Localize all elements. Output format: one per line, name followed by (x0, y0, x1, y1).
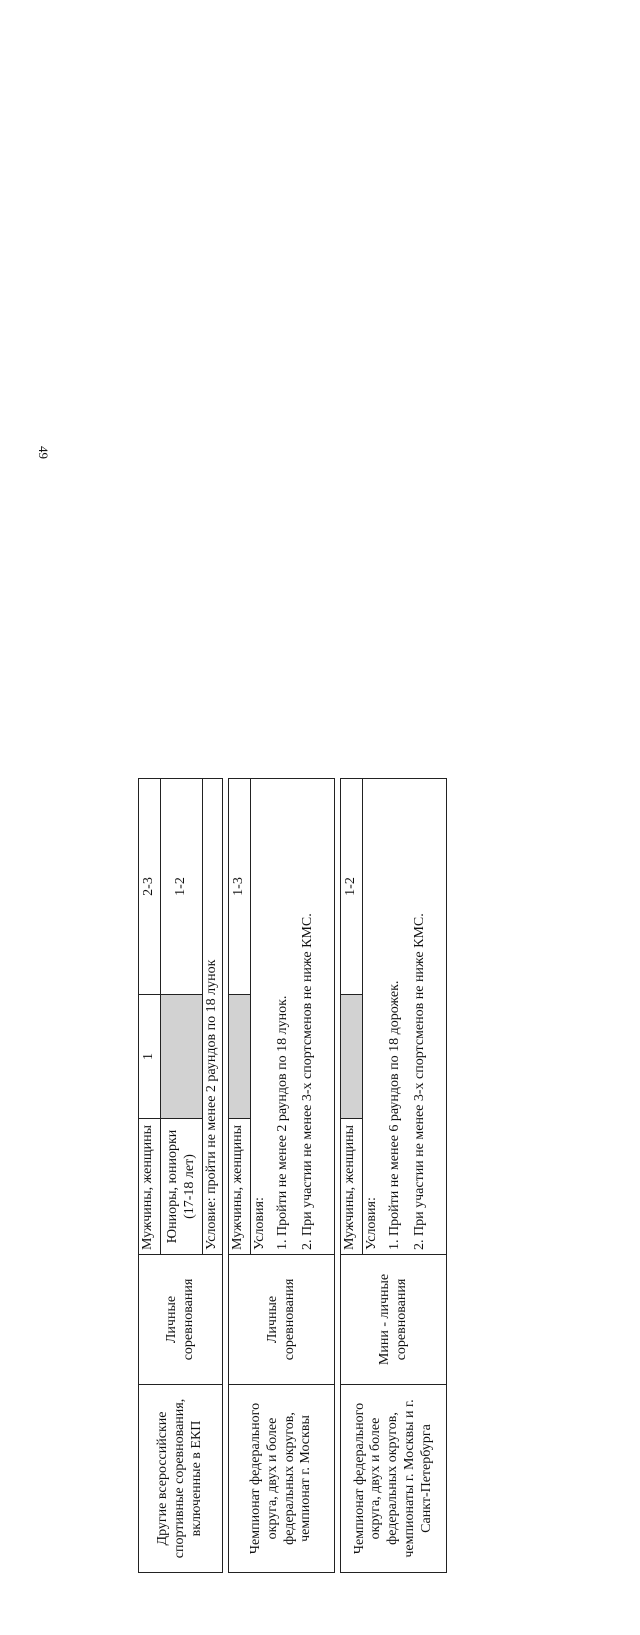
table-row (341, 779, 363, 1573)
col-b-value: 1-3 (229, 779, 251, 995)
condition-text: Условия: (364, 1197, 379, 1250)
condition-text: 2. При участии не менее 3-х спортсменов не ниже КМС. (411, 913, 427, 1250)
event-name: Другие всероссийские спортивные соревнования, включенные в ЕКП (139, 1385, 223, 1573)
competition-type: Личные соревнования (229, 1255, 335, 1385)
conditions (363, 779, 447, 1255)
col-b-value: 2-3 (139, 779, 161, 995)
category: Мужчины, женщины (229, 1119, 251, 1255)
category: Юниоры, юниорки (17-18 лет) (161, 1119, 203, 1255)
category: Мужчины, женщины (341, 1119, 363, 1255)
condition-text: 1. Пройти не менее 6 раундов по 18 дорожек. (386, 980, 402, 1250)
event-name: Чемпионат федерального округа, двух и более федеральных округов, чемпионаты г. Москвы и г. Санкт-Петербурга (341, 1385, 447, 1573)
classification-table (138, 778, 447, 1573)
category: Мужчины, женщины (139, 1119, 161, 1255)
table-row (139, 779, 161, 1573)
col-a-value: 1 (139, 995, 161, 1119)
condition-text: 2. При участии не менее 3-х спортсменов не ниже КМС. (299, 913, 315, 1250)
event-name: Чемпионат федерального округа, двух и более федеральных округов, чемпионат г. Москвы (229, 1385, 335, 1573)
competition-type: Личные соревнования (139, 1255, 223, 1385)
table-row (229, 779, 251, 1573)
rotated-page (77, 841, 640, 1635)
condition-text: Условие: пройти не менее 2 раундов по 18 лунок (203, 779, 223, 1255)
shaded-cell (229, 995, 251, 1119)
competition-type: Мини - личные соревнования (341, 1255, 447, 1385)
col-b-value: 1-2 (161, 779, 203, 995)
page-number: 49 (36, 446, 51, 459)
shaded-cell (341, 995, 363, 1119)
col-b-value: 1-2 (341, 779, 363, 995)
conditions (251, 779, 335, 1255)
condition-text: 1. Пройти не менее 2 раундов по 18 лунок. (274, 995, 290, 1250)
shaded-cell (161, 995, 203, 1119)
condition-text: Условия: (252, 1197, 267, 1250)
